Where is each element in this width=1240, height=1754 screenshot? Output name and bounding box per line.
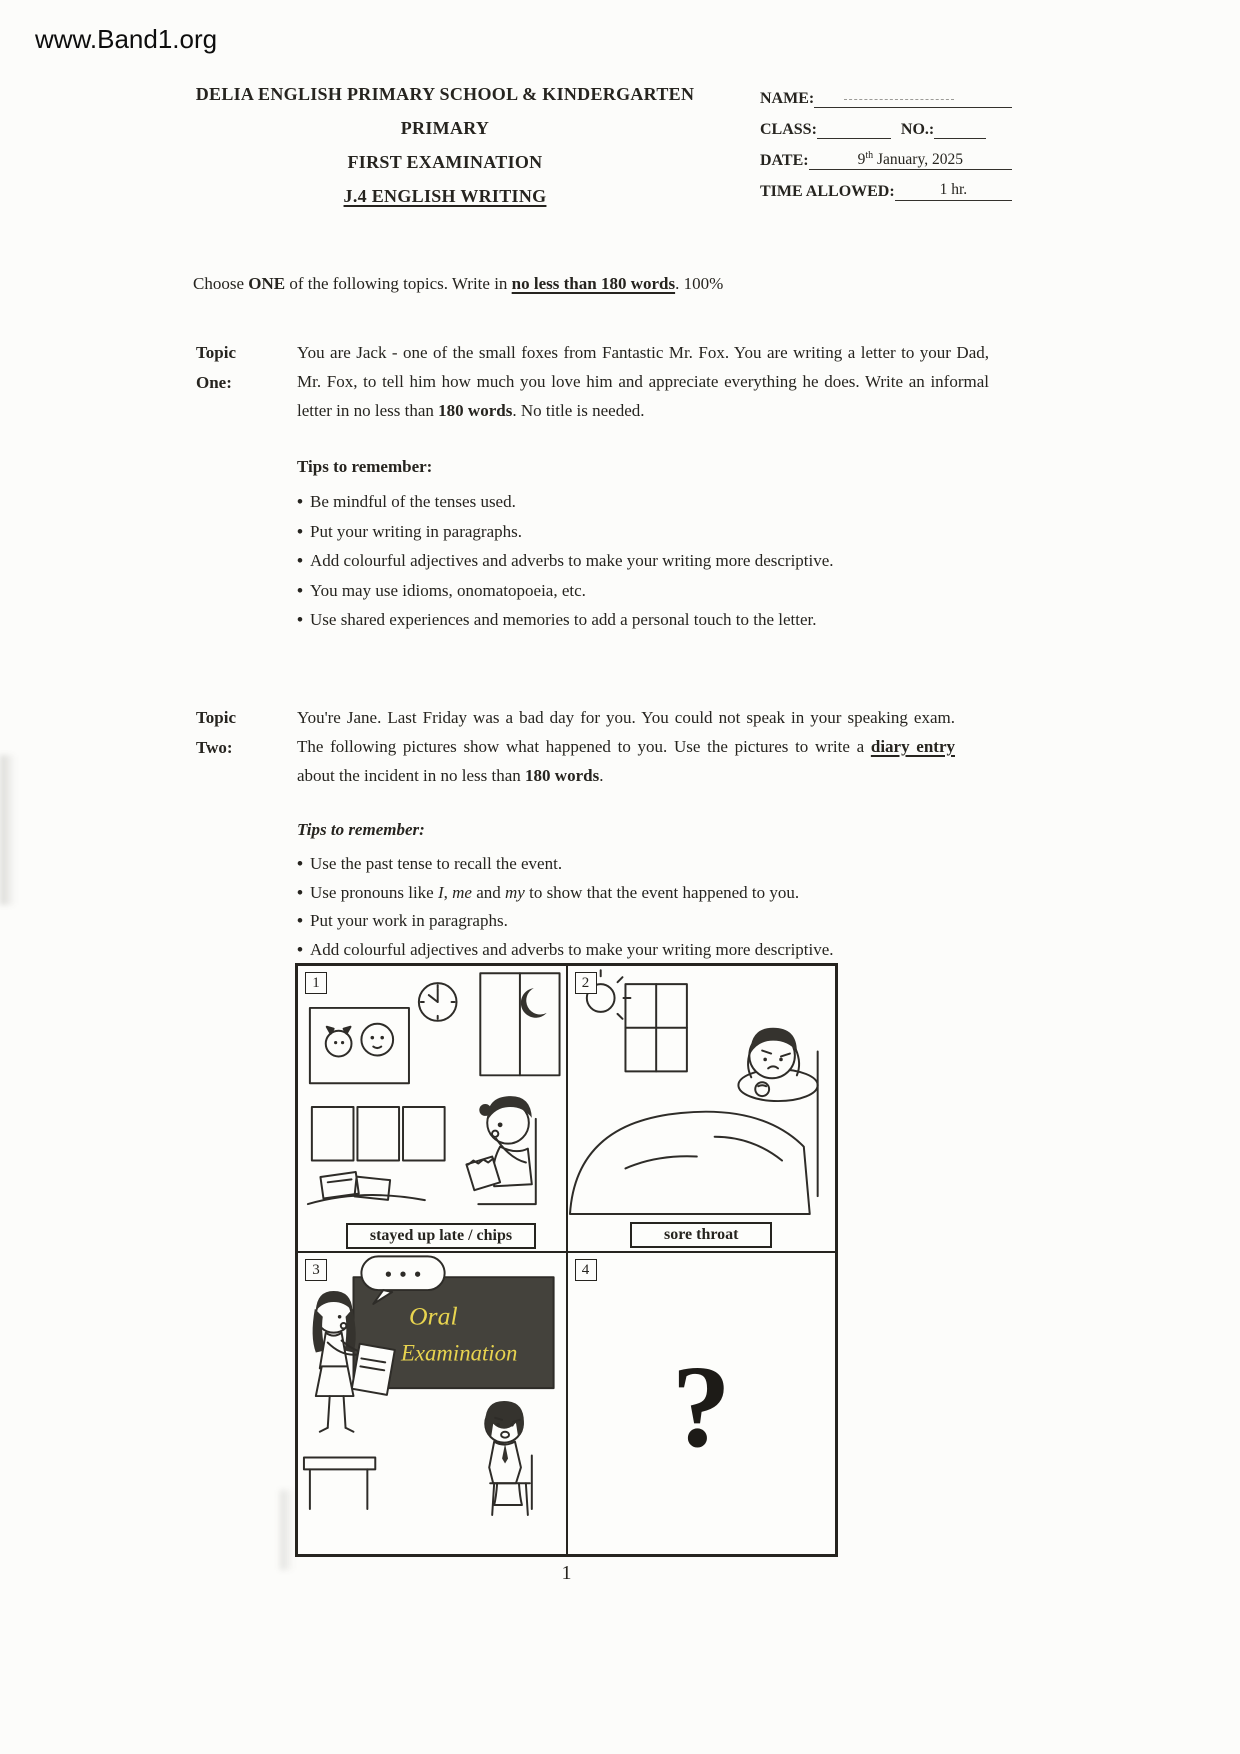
comic-panel-2 [567,965,837,1252]
tip-pronoun: my [505,882,525,902]
time-value: 1 hr. [939,181,968,198]
topic-one-tips-heading: Tips to remember: [297,457,433,476]
date-day: 9 [857,151,866,169]
question-mark: ? [671,1340,731,1472]
comic-panel-3 [297,1252,567,1555]
time-value-line [895,181,1012,201]
topic-two-word-count: 180 words [525,766,600,785]
topic-one-text-end: . No title is needed. [512,401,645,420]
class-field-row [760,117,1012,139]
student-info-fields [760,86,1012,210]
date-field-row [760,148,1012,170]
instruction-text: of the following topics. Write in [285,274,512,293]
date-label: DATE: [760,152,809,169]
topic-two-body [297,703,955,790]
board-text-line1: Oral [408,1301,458,1331]
exam-level: PRIMARY [400,118,490,138]
sore-throat-illustration [568,966,836,1251]
panel-number: 1 [305,972,327,994]
student [485,1401,532,1515]
board-text-line2: Examination [401,1340,518,1366]
tip-text: and [471,882,506,902]
topic-two-tips-list [297,850,955,964]
topic-two-block [297,703,955,964]
comic-panel-4 [567,1252,837,1555]
watermark: www.Band1.org [35,24,218,54]
blanket [569,1112,809,1214]
sofa-cushions [312,1107,445,1161]
tip-item: • Be mindful of the tenses used. [297,487,989,517]
tip-item: • Put your writing in paragraphs. [297,517,989,547]
topic-two-label [196,703,291,763]
topic-two-text-mid: about the incident in no less than [297,766,526,785]
instruction-marks: . 100% [675,274,724,293]
topic-one-label [196,338,291,398]
tip-text: Use pronouns like [310,882,438,902]
name-label: NAME: [760,90,815,107]
name-field-row [760,86,1012,108]
date-value-line [809,150,1012,170]
name-blank-line [814,88,1012,108]
tip-item: • Use shared experiences and memories to add a personal touch to the letter. [297,605,989,635]
tip-pronoun: me [452,882,472,902]
clock-icon [419,983,457,1021]
picture-story-grid [295,963,838,1557]
topic-one-text: You are Jack - one of the small foxes from Fantastic Mr. Fox. You are writing a letter to your Dad, Mr. Fox, to tell him how much you love him and appreciate everything he does. Write an informal letter in no less than [297,343,989,420]
topic-one-body [297,338,989,425]
exam-header [160,84,730,220]
girl-eating-chips [466,1096,535,1204]
panel1-caption: stayed up late / chips [346,1223,536,1249]
topic-one-tips-list [297,487,989,635]
stayed-up-late-illustration [298,966,566,1251]
time-field-row [760,179,1012,201]
school-name: DELIA ENGLISH PRIMARY SCHOOL & KINDERGARTEN [195,84,695,104]
time-allowed-label: TIME ALLOWED: [760,183,895,200]
panel2-caption: sore throat [630,1222,772,1248]
instruction-word-limit: no less than 180 words [511,274,676,293]
picture-frame [310,1008,409,1083]
tip-item: • Use the past tense to recall the event. [297,850,955,879]
date-ordinal: th [865,150,874,161]
teacher-desk [304,1457,375,1509]
tip-item: • Put your work in paragraphs. [297,907,955,936]
paper-subject: J.4 ENGLISH WRITING [343,186,547,206]
panel-number: 4 [575,1259,597,1281]
tip-item [297,879,955,908]
topic-two-tips-heading: Tips to remember: [297,820,425,839]
topic-one-label-bottom: One: [196,373,232,392]
topic-one-word-count: 180 words [438,401,513,420]
topic-two-diary-entry: diary entry [870,737,955,756]
topic-one-label-top: Topic [196,343,237,362]
instruction-text: Choose [193,274,249,293]
pencil-scratch [844,99,954,100]
topic-one-block [297,338,989,635]
tip-item: • You may use idioms, onomatopoeia, etc. [297,576,989,606]
topic-two-label-top: Topic [196,708,237,727]
oral-exam-illustration [298,1253,566,1554]
hand-on-throat [755,1082,769,1096]
window [480,973,559,1075]
magazines [308,1172,425,1204]
instruction-one: ONE [248,274,286,293]
date-rest: January, 2025 [877,151,963,169]
topic-two-text-end: . [599,766,604,785]
exam-title: FIRST EXAMINATION [347,152,543,172]
class-label: CLASS: [760,121,817,138]
window [625,984,686,1071]
comic-panel-1 [297,965,567,1252]
class-blank-line [817,119,891,139]
tip-pronoun: I [437,882,444,902]
moon-icon [521,988,547,1018]
topic-two-label-bottom: Two: [196,738,233,757]
panel-number: 2 [575,972,597,994]
scan-smudge [280,1490,294,1570]
tip-item: • Add colourful adjectives and adverbs to make your writing more descriptive. [297,936,955,965]
general-instruction [193,274,723,294]
no-blank-line [934,119,986,139]
topic-two-text: You're Jane. Last Friday was a bad day for you. You could not speak in your speaking exam. The following pictures show what happened to you. Use the pictures to write a [297,708,955,756]
no-label: NO.: [900,121,935,138]
tip-item: • Add colourful adjectives and adverbs to make your writing more descriptive. [297,546,989,576]
tip-text: to show that the event happened to you. [524,882,800,902]
scan-smudge [0,755,16,905]
tip-text: , [443,882,453,902]
panel-number: 3 [305,1259,327,1281]
speech-dots: • • • [383,1266,423,1285]
page-number: 1 [561,1562,572,1584]
